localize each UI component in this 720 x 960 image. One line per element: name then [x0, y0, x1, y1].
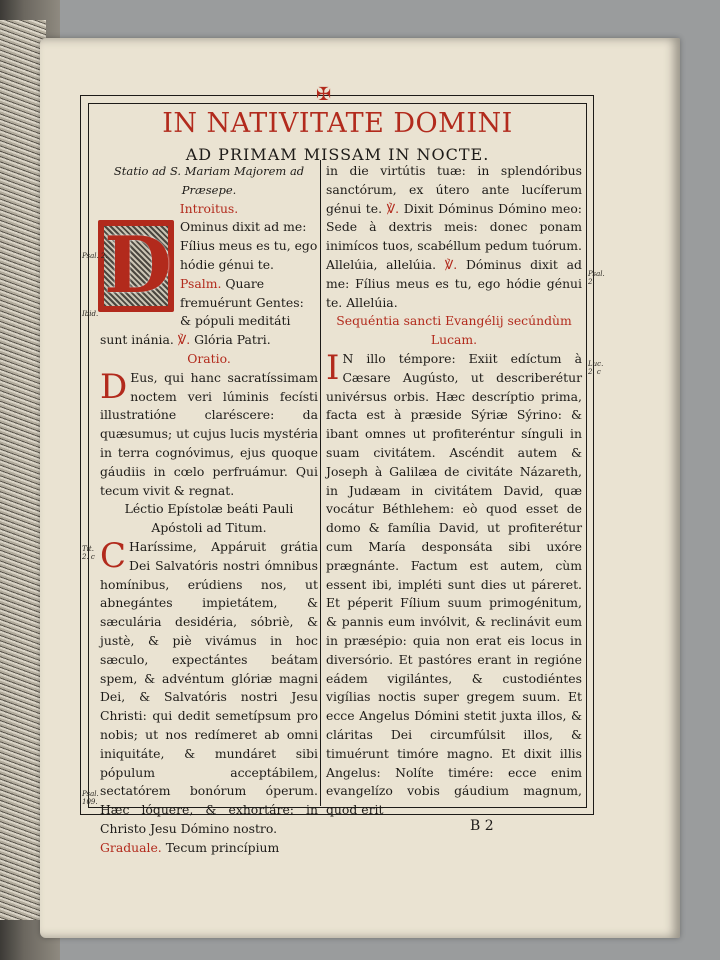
margin-note-ibid: Ibid.: [82, 310, 99, 318]
statio-line: Statio ad S. Mariam Majorem ad Præsepe.: [113, 164, 305, 197]
margin-note-tit2: Tit. 2. c: [82, 545, 95, 561]
left-column: [100, 162, 318, 857]
psalm-text: Quare fremuérunt Gentes: & pópuli meditáti sunt inánia.: [100, 275, 304, 348]
graduale-text: Tecum princípium: [165, 839, 280, 855]
margin-note-luc2: Luc. 2. c: [588, 360, 604, 376]
margin-note-psal2-right: Psal. 2.: [588, 270, 605, 286]
introitus-paragraph: D Ominus dixit ad me: Fílius meus es tu, ego hódie génui te. Psalm. Quare fremuérunt Gentes: & pópuli meditáti sunt inánia. ℣. Glória Patri.: [100, 219, 318, 348]
margin-note-psal2: Psal. 2.: [82, 252, 108, 260]
introitus-heading: Introitus.: [179, 200, 239, 216]
oratio-heading: Oratio.: [187, 350, 231, 366]
cross-icon: ✠: [316, 84, 332, 105]
signature-mark: B 2: [470, 818, 494, 834]
lectio-heading: Léctio Epístolæ beáti Pauli Apóstoli ad Titum.: [124, 501, 294, 536]
lectio-initial: C: [100, 535, 127, 576]
column-divider: [320, 160, 321, 806]
gospel-initial: I: [326, 347, 340, 388]
lectio-text: Haríssime, Appáruit grátia Dei Salvatóris nostri ómnibus homínibus, erúdiens nos, ut abnegántes impietátem, & sæculária desidéria, sóbriè, & justè, & piè vivámus in hoc sæculo, expectántes beátam spem, & advéntum glóriæ magni Dei, & Salvatóris nostri Jesu Christi: qui dedit semetípsum pro nobis; ut nos redímeret ab omni iniquitáte, & mundáret sibi pópulum acceptábilem, sectatórem bonórum óperum. Hæc lóquere, & exhortáre: in Christo Jesu Dómino nostro.: [100, 538, 318, 836]
graduale-continuation: in die virtútis tuæ: in splendóribus sanctórum, ex útero ante lucíferum génui te. ℣. Dixit Dóminus Dómino meo: Sede à dextris meis: donec ponam inimícos tuos, scabéllum pedum tuórum. Allelúia, allelúia. ℣. Dóminus dixit ad me: Fílius meus es tu, ego hódie génui te. Allelúia.: [326, 163, 582, 310]
gospel-paragraph: [326, 347, 582, 820]
oratio-initial: D: [100, 366, 128, 407]
page-subtitle: AD PRIMAM MISSAM IN NOCTE.: [185, 145, 490, 164]
alleluia: Allelúia, allelúia.: [326, 256, 437, 272]
oratio-paragraph: [100, 366, 318, 501]
right-column: [326, 162, 582, 820]
margin-note-psal109: Psal. 109.: [82, 790, 99, 806]
introitus-text: Ominus dixit ad me: Fílius meus es tu, ego hódie génui te.: [180, 219, 318, 272]
lectio-paragraph: [100, 535, 318, 839]
graduale-line: [100, 839, 318, 858]
page-title: IN NATIVITATE DOMINI: [162, 108, 513, 139]
illuminated-initial: D: [98, 220, 174, 312]
oratio-text: Eus, qui hanc sacratíssimam noctem veri lúminis fecísti illustratióne claréscere: da quæsumus; ut cujus lucis mystéria in terra cognóvimus, ejus quoque gáudiis in cœlo perfruámur. Qui tecum vivit & regnat.: [100, 369, 318, 498]
gospel-text: N illo témpore: Exiit edíctum à Cæsare Augústo, ut describerétur univérsus orbis. Hæc descríptio prima, facta est à præside Sýriæ Sýrino: & ibant omnes ut profiteréntur sínguli in suam civitátem. Ascéndit autem & Joseph à Galilæa de civitáte Názareth, in Judæam in civitátem David, quæ vocátur Béthlehem: eò quod esset de domo & família David, ut profiterétur cum María desponsáta sibi uxóre prægnánte. Factum est autem, cùm essent ibi, impléti sunt dies ut páreret. Et péperit Fílium suum primogénitum, & pannis eum invólvit, & reclinávit eum in præsépio: quia non erat eis locus in diversório. Et pastóres erant in regióne eádem vigilántes, & custodiéntes vigílias noctis super gregem suum. Et ecce Angelus Dómini stetit juxta illos, & cláritas Dei circumfúlsit illos, & timuérunt timóre magno. Et dixit illis Angelus: Nolíte timére: ecce enim evangelízo vobis gáudium magnum, quod erit: [326, 350, 582, 818]
psalm-label: Psalm.: [180, 275, 222, 291]
graduale-label: Graduale.: [100, 839, 162, 855]
sequentia-heading: Sequéntia sancti Evangélij secúndùm Lucam.: [336, 313, 572, 348]
gloria-text: Glória Patri.: [194, 332, 271, 348]
